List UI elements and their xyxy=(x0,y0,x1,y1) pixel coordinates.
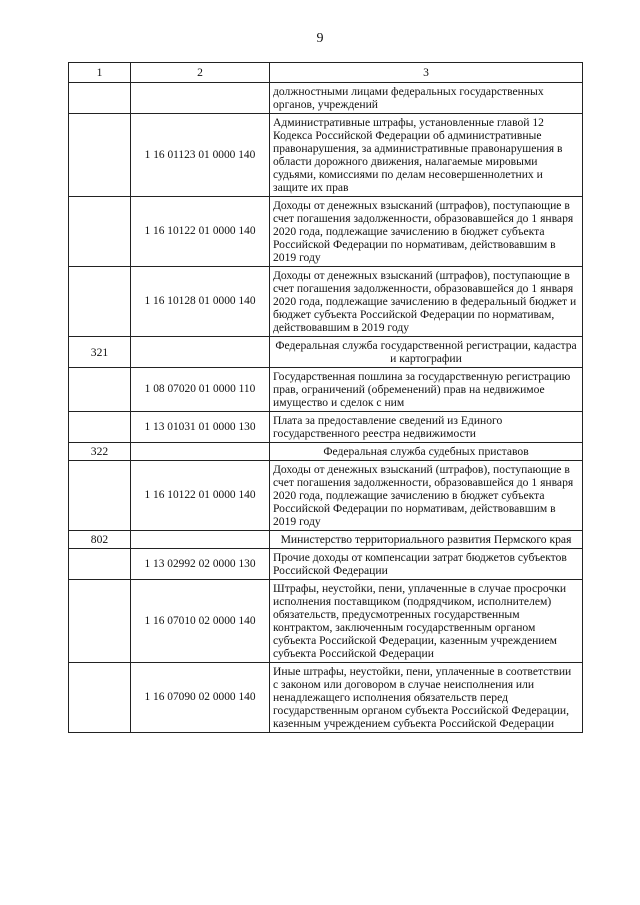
revenue-code-cell: 1 16 10122 01 0000 140 xyxy=(131,197,270,267)
table-row xyxy=(69,443,583,461)
table-header-row xyxy=(69,63,583,83)
revenue-codes-table xyxy=(68,62,583,733)
revenue-description-cell: Плата за предоставление сведений из Единого государственного реестра недвижимости xyxy=(270,412,583,443)
revenue-description-cell: Доходы от денежных взысканий (штрафов), поступающие в счет погашения задолженности, образовавшейся до 1 января 2020 года, подлежащие зачислению в бюджет субъекта Российской Федерации по нормативам, действовавшим в 2019 году xyxy=(270,461,583,531)
revenue-description-cell: Административные штрафы, установленные главой 12 Кодекса Российской Федерации об административные правонарушения, за административные правонарушения в области дорожного движения, налагаемые мировыми судьями, комиссиями по делам несовершеннолетних и защите их прав xyxy=(270,114,583,197)
revenue-description-cell: должностными лицами федеральных государственных органов, учреждений xyxy=(270,83,583,114)
page-number: 9 xyxy=(316,31,324,46)
revenue-code-cell: 1 08 07020 01 0000 110 xyxy=(131,368,270,412)
admin-code-cell xyxy=(69,114,131,197)
table-row xyxy=(69,197,583,267)
revenue-description-cell: Федеральная служба судебных приставов xyxy=(270,443,583,461)
admin-code-cell xyxy=(69,83,131,114)
revenue-description-cell: Штрафы, неустойки, пени, уплаченные в случае просрочки исполнения поставщиком (подрядчиком, исполнителем) обязательств, предусмотренных государственным контрактом, заключенным государственным органом субъекта Российской Федерации, казенным учреждением субъекта Российской Федерации xyxy=(270,580,583,663)
admin-code-cell: 802 xyxy=(69,531,131,549)
admin-code-cell xyxy=(69,461,131,531)
revenue-description-cell: Доходы от денежных взысканий (штрафов), поступающие в счет погашения задолженности, образовавшейся до 1 января 2020 года, подлежащие зачислению в федеральный бюджет и бюджет субъекта Российской Федерации по нормативам, действовавшим в 2019 году xyxy=(270,267,583,337)
table-row xyxy=(69,549,583,580)
revenue-description-cell: Иные штрафы, неустойки, пени, уплаченные в соответствии с законом или договором в случае неисполнения или ненадлежащего исполнения обязательств перед государственным органом субъекта Российской Федерации, казенным учреждением субъекта Российской Федерации xyxy=(270,663,583,733)
admin-code-cell xyxy=(69,412,131,443)
admin-code-cell xyxy=(69,663,131,733)
revenue-code-cell: 1 16 07010 02 0000 140 xyxy=(131,580,270,663)
revenue-code-cell: 1 13 01031 01 0000 130 xyxy=(131,412,270,443)
table-row xyxy=(69,337,583,368)
revenue-code-cell xyxy=(131,337,270,368)
revenue-code-cell: 1 16 07090 02 0000 140 xyxy=(131,663,270,733)
table-row xyxy=(69,663,583,733)
admin-code-cell xyxy=(69,549,131,580)
table-row xyxy=(69,114,583,197)
admin-code-cell xyxy=(69,197,131,267)
revenue-code-cell xyxy=(131,443,270,461)
column-header-2: 2 xyxy=(131,63,270,83)
column-header-3: 3 xyxy=(270,63,583,83)
table-row xyxy=(69,368,583,412)
admin-code-cell xyxy=(69,368,131,412)
table-row xyxy=(69,412,583,443)
table-row xyxy=(69,461,583,531)
table-row xyxy=(69,531,583,549)
revenue-description-cell: Доходы от денежных взысканий (штрафов), поступающие в счет погашения задолженности, образовавшейся до 1 января 2020 года, подлежащие зачислению в бюджет субъекта Российской Федерации по нормативам, действовавшим в 2019 году xyxy=(270,197,583,267)
revenue-description-cell: Государственная пошлина за государственную регистрацию прав, ограничений (обременений) прав на недвижимое имущество и сделок с ним xyxy=(270,368,583,412)
admin-code-cell: 322 xyxy=(69,443,131,461)
revenue-code-cell xyxy=(131,531,270,549)
revenue-code-cell xyxy=(131,83,270,114)
column-header-1: 1 xyxy=(69,63,131,83)
admin-code-cell: 321 xyxy=(69,337,131,368)
revenue-code-cell: 1 13 02992 02 0000 130 xyxy=(131,549,270,580)
revenue-description-cell: Министерство территориального развития Пермского края xyxy=(270,531,583,549)
table-body xyxy=(69,63,583,733)
admin-code-cell xyxy=(69,267,131,337)
revenue-code-cell: 1 16 10122 01 0000 140 xyxy=(131,461,270,531)
table-row xyxy=(69,267,583,337)
table-row xyxy=(69,580,583,663)
revenue-description-cell: Федеральная служба государственной регистрации, кадастра и картографии xyxy=(270,337,583,368)
table-row xyxy=(69,83,583,114)
admin-code-cell xyxy=(69,580,131,663)
revenue-code-cell: 1 16 10128 01 0000 140 xyxy=(131,267,270,337)
revenue-code-cell: 1 16 01123 01 0000 140 xyxy=(131,114,270,197)
revenue-description-cell: Прочие доходы от компенсации затрат бюджетов субъектов Российской Федерации xyxy=(270,549,583,580)
